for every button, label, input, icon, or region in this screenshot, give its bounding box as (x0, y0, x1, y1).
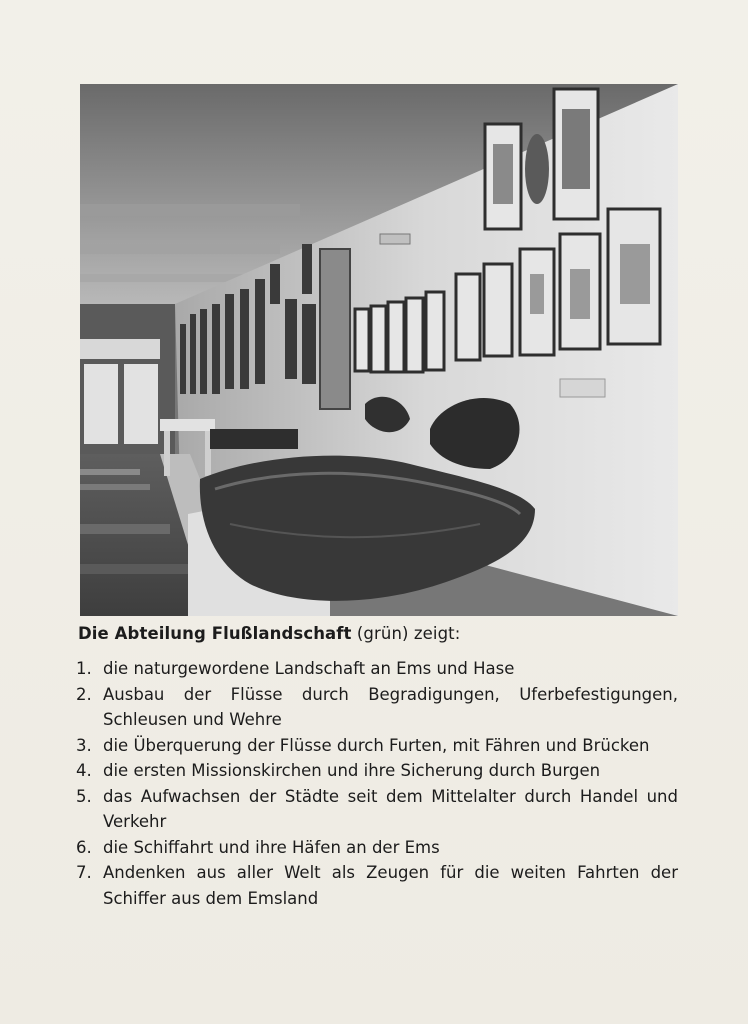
list-item-number: 5. (76, 786, 92, 806)
list-item-number: 4. (76, 761, 92, 780)
list-item (76, 860, 678, 911)
list-item-text: Andenken aus aller Welt als Zeugen für die weiten Fahrten der Schiffer aus dem Emsland (103, 863, 678, 908)
list-item-text: das Aufwachsen der Städte seit dem Mittelalter durch Handel und Verkehr (103, 786, 678, 831)
list-item (76, 784, 678, 835)
list-item-text: Ausbau der Flüsse durch Begradigungen, Uferbefestigungen, Schleusen und Wehre (103, 684, 678, 729)
exhibit-list (76, 656, 678, 911)
list-item-text: die naturgewordene Landschaft an Ems und Hase (103, 659, 515, 678)
list-item (76, 733, 678, 759)
list-item-text: die ersten Missionskirchen und ihre Sicherung durch Burgen (103, 761, 601, 780)
caption-rest: (grün) zeigt: (351, 624, 461, 643)
list-item-number: 3. (76, 735, 92, 755)
caption (78, 623, 678, 645)
list-item-number: 6. (76, 837, 92, 857)
list-item (76, 758, 678, 784)
list-item-number: 1. (76, 659, 92, 678)
list-item-text: die Schiffahrt und ihre Häfen an der Ems (103, 837, 440, 857)
list-item (76, 835, 678, 861)
list-item-number: 2. (76, 684, 92, 704)
caption-bold: Die Abteilung Flußlandschaft (78, 624, 352, 643)
list-item-number: 7. (76, 863, 92, 882)
list-item-text: die Überquerung der Flüsse durch Furten, mit Fähren und Brücken (103, 735, 650, 755)
museum-corridor-photo (80, 84, 678, 616)
list-item (76, 656, 678, 682)
list-item (76, 682, 678, 733)
